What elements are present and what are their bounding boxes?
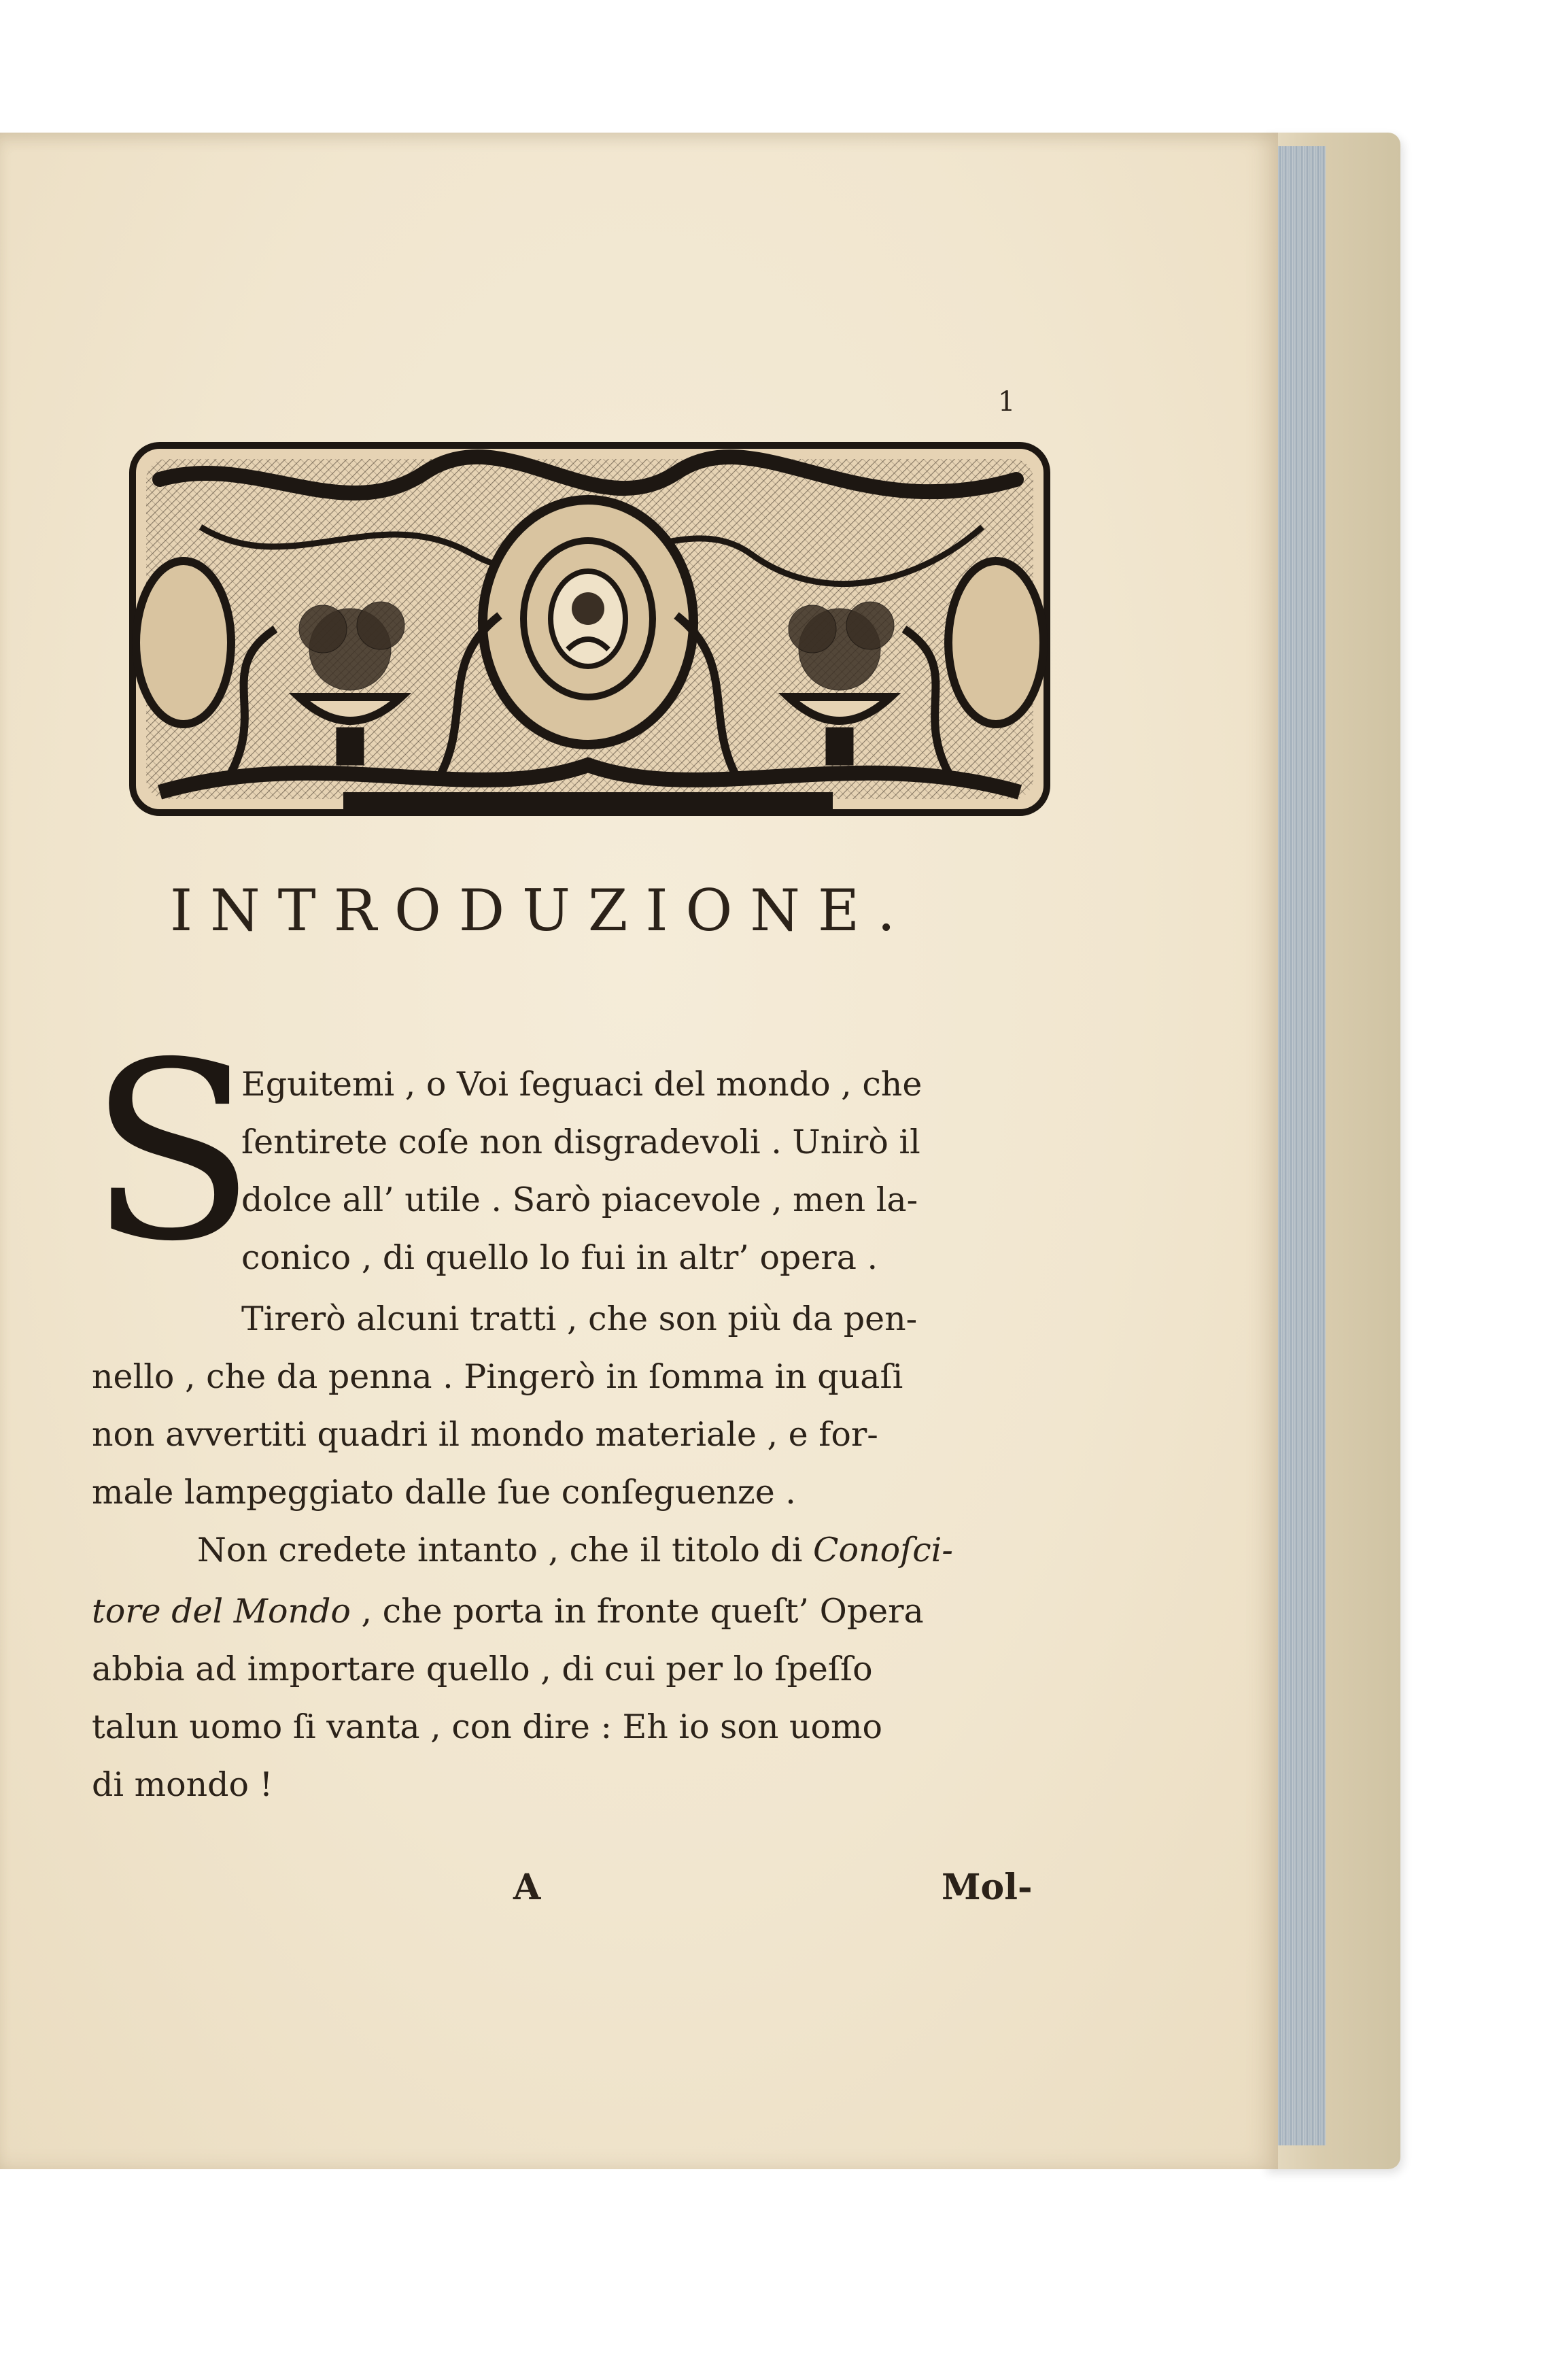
italic-span: Conoſci- bbox=[813, 1531, 953, 1569]
text-line: non avvertiti quadri il mondo materiale , e for- bbox=[92, 1415, 878, 1454]
page-fore-edge bbox=[1271, 146, 1326, 2145]
text-line: male lampeggiato dalle ſue conſeguenze . bbox=[92, 1473, 796, 1512]
catchword: Mol- bbox=[942, 1867, 1033, 1908]
headpiece-ornament bbox=[119, 425, 1060, 833]
text-line: nello , che da penna . Pingerò in ſomma in quaſi bbox=[92, 1357, 903, 1396]
text-line: di mondo ! bbox=[92, 1765, 273, 1804]
page-number: 1 bbox=[998, 386, 1016, 418]
italic-span: tore del Mondo bbox=[92, 1592, 351, 1631]
text-line: dolce all’ utile . Sarò piacevole , men la- bbox=[241, 1180, 918, 1219]
text-line: abbia ad importare quello , di cui per lo ſpeſſo bbox=[92, 1650, 873, 1688]
text-line: Eguitemi , o Voi ſeguaci del mondo , che bbox=[241, 1065, 922, 1104]
text-line: conico , di quello lo fui in altr’ opera . bbox=[241, 1238, 878, 1277]
text-line bbox=[197, 1530, 953, 1571]
text-line: Tirerò alcuni tratti , che son più da pen- bbox=[241, 1299, 918, 1338]
text-line bbox=[92, 1591, 924, 1632]
text-line: ſentirete coſe non disgradevoli . Unirò il bbox=[241, 1123, 920, 1161]
text-line: talun uomo ſi vanta , con dire : Eh io son uomo bbox=[92, 1707, 882, 1746]
drop-cap-initial: S bbox=[88, 1010, 256, 1295]
text-span: , che porta in fronte queſt’ Opera bbox=[350, 1592, 924, 1631]
chapter-title: INTRODUZIONE. bbox=[170, 877, 913, 944]
text-span: Non credete intanto , che il titolo di bbox=[197, 1531, 814, 1569]
signature-mark: A bbox=[513, 1867, 541, 1908]
